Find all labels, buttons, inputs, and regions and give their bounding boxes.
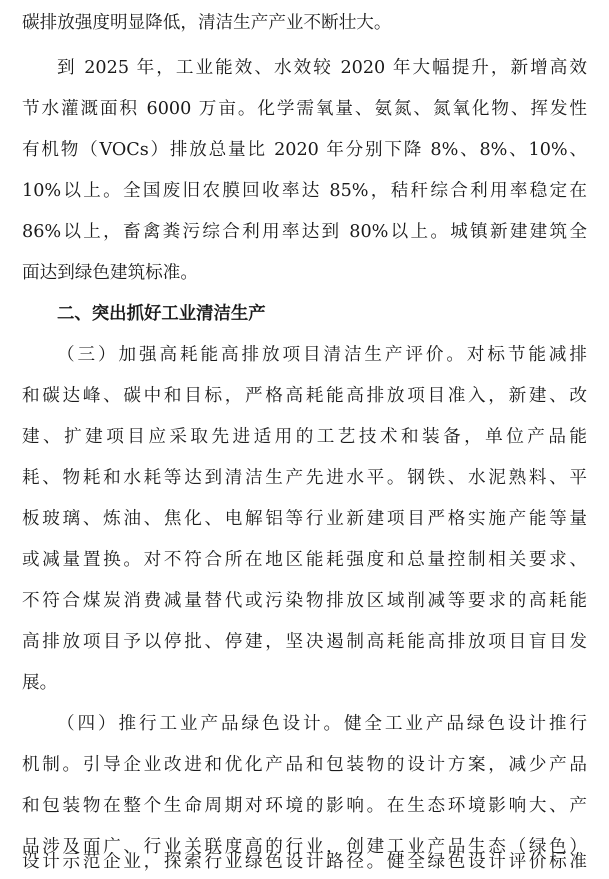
text-line: 到 2025 年，工业能效、水效较 2020 年大幅提升，新增高效 (57, 58, 587, 78)
text-line: 高排放项目予以停批、停建，坚决遏制高耗能高排放项目盲目发 (22, 632, 587, 652)
text-line: 或减量置换。对不符合所在地区能耗强度和总量控制相关要求、 (22, 550, 587, 570)
text-line: 品涉及面广、行业关联度高的行业，创建工业产品生态（绿色） (22, 837, 587, 857)
text-line: 展。 (22, 673, 58, 693)
text-line: 10%以上。全国废旧农膜回收率达 85%，秸秆综合利用率稳定在 (22, 181, 587, 201)
text-line: 设计示范企业，探索行业绿色设计路径。健全绿色设计评价标准 (22, 852, 587, 872)
text-line: 不符合煤炭消费减量替代或污染物排放区域削减等要求的高耗能 (22, 591, 587, 611)
section-heading: 二、突出抓好工业清洁生产 (57, 304, 266, 324)
text-line: 耗、物耗和水耗等达到清洁生产先进水平。钢铁、水泥熟料、平 (22, 468, 587, 488)
text-line: 碳排放强度明显降低，清洁生产产业不断壮大。 (22, 13, 392, 33)
text-line: 节水灌溉面积 6000 万亩。化学需氧量、氨氮、氮氧化物、挥发性 (22, 99, 587, 119)
text-line: 86%以上，畜禽粪污综合利用率达到 80%以上。城镇新建建筑全 (22, 222, 587, 242)
text-line: 和包装物在整个生命周期对环境的影响。在生态环境影响大、产 (22, 796, 587, 816)
text-line: 板玻璃、炼油、焦化、电解铝等行业新建项目严格实施产能等量 (22, 509, 587, 529)
text-line: （三）加强高耗能高排放项目清洁生产评价。对标节能减排 (57, 345, 587, 365)
text-line: 和碳达峰、碳中和目标，严格高耗能高排放项目准入，新建、改 (22, 386, 587, 406)
text-line: （四）推行工业产品绿色设计。健全工业产品绿色设计推行 (57, 714, 587, 734)
text-line: 机制。引导企业改进和优化产品和包装物的设计方案，减少产品 (22, 755, 587, 775)
text-line: 建、扩建项目应采取先进适用的工艺技术和装备，单位产品能 (22, 427, 587, 447)
text-line: 有机物（VOCs）排放总量比 2020 年分别下降 8%、8%、10%、 (22, 140, 587, 160)
text-line: 面达到绿色建筑标准。 (22, 263, 198, 283)
